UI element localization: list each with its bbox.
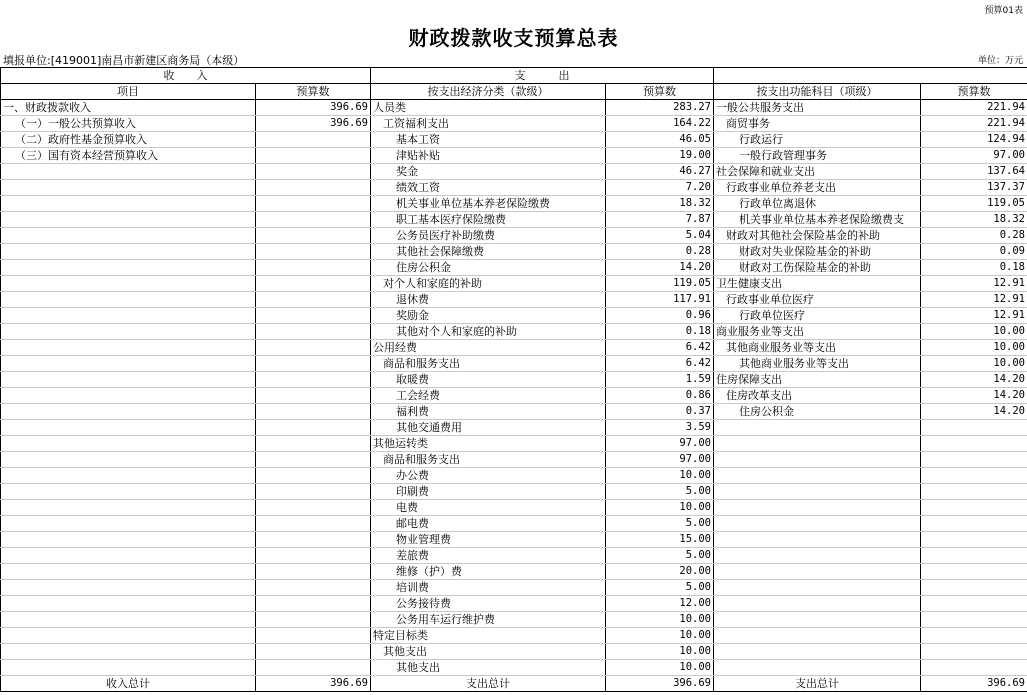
income-value-cell	[256, 436, 371, 452]
table-row	[1, 340, 1027, 356]
income-item-cell: （三）国有资本经营预算收入	[1, 148, 256, 164]
income-item-cell	[1, 308, 256, 324]
func-item-cell: 行政运行	[714, 132, 921, 148]
table-row	[1, 132, 1027, 148]
func-item-cell: 行政事业单位养老支出	[714, 180, 921, 196]
form-number: 预算01表	[984, 6, 1023, 16]
income-section-header: 收 入	[1, 68, 371, 84]
econ-value-cell: 117.91	[606, 292, 714, 308]
func-item-cell: 财政对失业保险基金的补助	[714, 244, 921, 260]
econ-value-cell: 7.87	[606, 212, 714, 228]
totals-row	[1, 676, 1027, 692]
econ-item-cell: 取暖费	[371, 372, 606, 388]
econ-value-cell: 10.00	[606, 468, 714, 484]
income-item-cell: （二）政府性基金预算收入	[1, 132, 256, 148]
econ-item-cell: 商品和服务支出	[371, 356, 606, 372]
income-item-cell	[1, 564, 256, 580]
func-total-label: 支出总计	[714, 676, 921, 692]
table-row	[1, 420, 1027, 436]
func-value-cell	[921, 532, 1027, 548]
func-item-cell	[714, 516, 921, 532]
func-value-cell	[921, 628, 1027, 644]
econ-item-cell: 其他支出	[371, 644, 606, 660]
func-item-cell: 机关事业单位基本养老保险缴费支	[714, 212, 921, 228]
income-item-cell	[1, 532, 256, 548]
econ-item-cell: 维修（护）费	[371, 564, 606, 580]
table-row	[1, 580, 1027, 596]
func-item-cell: 商贸事务	[714, 116, 921, 132]
econ-budget-column-header: 预算数	[606, 84, 714, 100]
econ-item-cell: 工资福利支出	[371, 116, 606, 132]
econ-item-cell: 奖励金	[371, 308, 606, 324]
econ-item-cell: 其他运转类	[371, 436, 606, 452]
section-header-row	[1, 68, 1027, 84]
income-item-cell	[1, 180, 256, 196]
income-value-cell	[256, 484, 371, 500]
func-value-cell: 10.00	[921, 324, 1027, 340]
func-value-cell	[921, 612, 1027, 628]
func-item-cell: 住房公积金	[714, 404, 921, 420]
income-item-cell	[1, 292, 256, 308]
income-value-cell	[256, 260, 371, 276]
income-item-cell	[1, 516, 256, 532]
blank-header	[714, 68, 1027, 84]
econ-item-cell: 特定目标类	[371, 628, 606, 644]
func-value-cell	[921, 596, 1027, 612]
table-row	[1, 548, 1027, 564]
func-item-cell: 财政对其他社会保险基金的补助	[714, 228, 921, 244]
table-row	[1, 260, 1027, 276]
func-value-cell: 119.05	[921, 196, 1027, 212]
budget-table	[0, 67, 1027, 692]
income-value-cell	[256, 164, 371, 180]
func-item-cell: 财政对工伤保险基金的补助	[714, 260, 921, 276]
income-item-cell	[1, 436, 256, 452]
table-row	[1, 100, 1027, 116]
func-item-cell	[714, 436, 921, 452]
econ-value-cell: 3.59	[606, 420, 714, 436]
income-item-cell	[1, 612, 256, 628]
table-row	[1, 164, 1027, 180]
income-value-cell	[256, 324, 371, 340]
income-value-cell	[256, 292, 371, 308]
econ-value-cell: 15.00	[606, 532, 714, 548]
func-value-cell	[921, 580, 1027, 596]
income-value-cell	[256, 212, 371, 228]
income-item-cell: （一）一般公共预算收入	[1, 116, 256, 132]
income-item-cell	[1, 420, 256, 436]
func-value-cell: 14.20	[921, 388, 1027, 404]
func-item-cell	[714, 468, 921, 484]
table-row	[1, 308, 1027, 324]
income-value-cell	[256, 388, 371, 404]
income-value-cell	[256, 660, 371, 676]
func-value-cell	[921, 420, 1027, 436]
func-value-cell	[921, 484, 1027, 500]
func-item-cell: 行政事业单位医疗	[714, 292, 921, 308]
econ-value-cell: 97.00	[606, 452, 714, 468]
econ-item-cell: 办公费	[371, 468, 606, 484]
func-value-cell	[921, 500, 1027, 516]
func-item-cell: 一般公共服务支出	[714, 100, 921, 116]
income-value-cell	[256, 644, 371, 660]
column-header-row	[1, 84, 1027, 100]
func-item-cell	[714, 548, 921, 564]
econ-value-cell: 5.00	[606, 580, 714, 596]
income-value-cell	[256, 500, 371, 516]
econ-item-cell: 基本工资	[371, 132, 606, 148]
table-row	[1, 228, 1027, 244]
func-item-cell: 住房改革支出	[714, 388, 921, 404]
econ-item-cell: 公务员医疗补助缴费	[371, 228, 606, 244]
econ-value-cell: 10.00	[606, 644, 714, 660]
income-value-cell	[256, 548, 371, 564]
econ-item-cell: 差旅费	[371, 548, 606, 564]
func-value-cell	[921, 452, 1027, 468]
income-value-cell	[256, 404, 371, 420]
income-value-cell	[256, 468, 371, 484]
func-item-cell	[714, 580, 921, 596]
income-item-cell: 一、财政拨款收入	[1, 100, 256, 116]
econ-item-cell: 绩效工资	[371, 180, 606, 196]
func-value-cell: 0.09	[921, 244, 1027, 260]
func-item-cell	[714, 500, 921, 516]
func-item-cell	[714, 612, 921, 628]
table-row	[1, 196, 1027, 212]
table-row	[1, 484, 1027, 500]
econ-item-cell: 工会经费	[371, 388, 606, 404]
income-value-cell	[256, 628, 371, 644]
econ-value-cell: 10.00	[606, 500, 714, 516]
econ-item-cell: 机关事业单位基本养老保险缴费	[371, 196, 606, 212]
table-row	[1, 404, 1027, 420]
func-value-cell: 221.94	[921, 100, 1027, 116]
func-value-cell: 10.00	[921, 356, 1027, 372]
func-item-cell	[714, 644, 921, 660]
item-column-header: 项目	[1, 84, 256, 100]
income-value-cell	[256, 148, 371, 164]
func-item-cell	[714, 452, 921, 468]
econ-item-cell: 邮电费	[371, 516, 606, 532]
func-item-cell: 行政单位离退休	[714, 196, 921, 212]
income-value-cell	[256, 244, 371, 260]
func-value-cell	[921, 548, 1027, 564]
income-item-cell	[1, 644, 256, 660]
income-item-cell	[1, 260, 256, 276]
table-row	[1, 628, 1027, 644]
econ-value-cell: 0.86	[606, 388, 714, 404]
income-value-cell	[256, 276, 371, 292]
econ-total-value: 396.69	[606, 676, 714, 692]
income-value-cell	[256, 452, 371, 468]
income-value-cell	[256, 612, 371, 628]
income-value-cell: 396.69	[256, 116, 371, 132]
income-value-cell	[256, 196, 371, 212]
income-value-cell	[256, 308, 371, 324]
income-value-cell	[256, 580, 371, 596]
func-total-value: 396.69	[921, 676, 1027, 692]
econ-value-cell: 0.18	[606, 324, 714, 340]
func-value-cell: 221.94	[921, 116, 1027, 132]
table-row	[1, 532, 1027, 548]
econ-value-cell: 10.00	[606, 628, 714, 644]
econ-item-cell: 福利费	[371, 404, 606, 420]
func-value-cell: 12.91	[921, 276, 1027, 292]
econ-item-cell: 其他交通费用	[371, 420, 606, 436]
econ-value-cell: 5.00	[606, 516, 714, 532]
econ-item-cell: 退休费	[371, 292, 606, 308]
func-item-cell	[714, 484, 921, 500]
currency-unit: 单位：万元	[977, 56, 1023, 66]
func-item-cell	[714, 596, 921, 612]
func-value-cell: 18.32	[921, 212, 1027, 228]
table-row	[1, 116, 1027, 132]
econ-value-cell: 5.04	[606, 228, 714, 244]
econ-value-cell: 283.27	[606, 100, 714, 116]
func-value-cell: 12.91	[921, 308, 1027, 324]
income-item-cell	[1, 212, 256, 228]
income-value-cell	[256, 372, 371, 388]
income-value-cell	[256, 596, 371, 612]
econ-item-cell: 电费	[371, 500, 606, 516]
econ-value-cell: 0.96	[606, 308, 714, 324]
econ-item-cell: 公务接待费	[371, 596, 606, 612]
income-item-cell	[1, 548, 256, 564]
econ-value-cell: 20.00	[606, 564, 714, 580]
econ-item-cell: 商品和服务支出	[371, 452, 606, 468]
func-value-cell	[921, 644, 1027, 660]
income-value-cell	[256, 564, 371, 580]
income-item-cell	[1, 628, 256, 644]
table-row	[1, 388, 1027, 404]
table-row	[1, 644, 1027, 660]
func-budget-column-header: 预算数	[921, 84, 1027, 100]
table-row	[1, 244, 1027, 260]
econ-value-cell: 119.05	[606, 276, 714, 292]
func-value-cell: 137.37	[921, 180, 1027, 196]
income-total-value: 396.69	[256, 676, 371, 692]
func-item-cell: 行政单位医疗	[714, 308, 921, 324]
table-row	[1, 324, 1027, 340]
income-value-cell	[256, 228, 371, 244]
income-budget-column-header: 预算数	[256, 84, 371, 100]
econ-value-cell: 10.00	[606, 660, 714, 676]
page-title: 财政拨款收支预算总表	[408, 26, 619, 50]
table-row	[1, 372, 1027, 388]
func-value-cell: 12.91	[921, 292, 1027, 308]
func-value-cell	[921, 468, 1027, 484]
func-item-cell: 住房保障支出	[714, 372, 921, 388]
econ-value-cell: 14.20	[606, 260, 714, 276]
income-item-cell	[1, 452, 256, 468]
income-value-cell	[256, 132, 371, 148]
econ-value-cell: 10.00	[606, 612, 714, 628]
econ-value-cell: 12.00	[606, 596, 714, 612]
income-item-cell	[1, 356, 256, 372]
income-item-cell	[1, 244, 256, 260]
func-class-column-header: 按支出功能科目（项级）	[714, 84, 921, 100]
econ-value-cell: 7.20	[606, 180, 714, 196]
expense-section-header: 支 出	[371, 68, 714, 84]
econ-value-cell: 18.32	[606, 196, 714, 212]
income-item-cell	[1, 372, 256, 388]
table-row	[1, 596, 1027, 612]
func-value-cell	[921, 516, 1027, 532]
func-value-cell: 14.20	[921, 372, 1027, 388]
func-value-cell: 124.94	[921, 132, 1027, 148]
reporting-unit: 填报单位:[419001]南昌市新建区商务局（本级）	[3, 54, 245, 67]
econ-item-cell: 对个人和家庭的补助	[371, 276, 606, 292]
econ-item-cell: 其他对个人和家庭的补助	[371, 324, 606, 340]
table-row	[1, 660, 1027, 676]
econ-value-cell: 6.42	[606, 356, 714, 372]
econ-class-column-header: 按支出经济分类（款级）	[371, 84, 606, 100]
func-item-cell	[714, 564, 921, 580]
func-value-cell	[921, 436, 1027, 452]
income-value-cell	[256, 516, 371, 532]
income-item-cell	[1, 324, 256, 340]
func-value-cell: 14.20	[921, 404, 1027, 420]
income-item-cell	[1, 388, 256, 404]
income-item-cell	[1, 660, 256, 676]
income-item-cell	[1, 484, 256, 500]
econ-value-cell: 5.00	[606, 548, 714, 564]
income-item-cell	[1, 276, 256, 292]
econ-value-cell: 97.00	[606, 436, 714, 452]
econ-item-cell: 人员类	[371, 100, 606, 116]
econ-item-cell: 其他社会保障缴费	[371, 244, 606, 260]
econ-item-cell: 印刷费	[371, 484, 606, 500]
table-row	[1, 516, 1027, 532]
func-value-cell	[921, 564, 1027, 580]
table-row	[1, 468, 1027, 484]
func-item-cell: 商业服务业等支出	[714, 324, 921, 340]
econ-item-cell: 奖金	[371, 164, 606, 180]
income-value-cell	[256, 532, 371, 548]
econ-value-cell: 6.42	[606, 340, 714, 356]
func-item-cell: 一般行政管理事务	[714, 148, 921, 164]
econ-value-cell: 0.37	[606, 404, 714, 420]
func-item-cell	[714, 420, 921, 436]
func-item-cell: 其他商业服务业等支出	[714, 356, 921, 372]
econ-item-cell: 其他支出	[371, 660, 606, 676]
table-row	[1, 612, 1027, 628]
econ-item-cell: 公用经费	[371, 340, 606, 356]
income-value-cell	[256, 420, 371, 436]
func-value-cell: 97.00	[921, 148, 1027, 164]
table-row	[1, 212, 1027, 228]
income-value-cell	[256, 356, 371, 372]
func-item-cell	[714, 660, 921, 676]
income-item-cell	[1, 340, 256, 356]
income-value-cell	[256, 340, 371, 356]
income-item-cell	[1, 596, 256, 612]
table-row	[1, 148, 1027, 164]
income-item-cell	[1, 580, 256, 596]
econ-item-cell: 物业管理费	[371, 532, 606, 548]
econ-value-cell: 5.00	[606, 484, 714, 500]
income-item-cell	[1, 468, 256, 484]
table-row	[1, 292, 1027, 308]
func-value-cell	[921, 660, 1027, 676]
econ-value-cell: 164.22	[606, 116, 714, 132]
econ-value-cell: 1.59	[606, 372, 714, 388]
table-row	[1, 356, 1027, 372]
income-value-cell: 396.69	[256, 100, 371, 116]
econ-item-cell: 住房公积金	[371, 260, 606, 276]
func-value-cell: 0.18	[921, 260, 1027, 276]
econ-item-cell: 职工基本医疗保险缴费	[371, 212, 606, 228]
func-item-cell: 社会保障和就业支出	[714, 164, 921, 180]
func-value-cell: 0.28	[921, 228, 1027, 244]
table-row	[1, 276, 1027, 292]
income-item-cell	[1, 228, 256, 244]
func-item-cell	[714, 628, 921, 644]
econ-total-label: 支出总计	[371, 676, 606, 692]
func-item-cell: 卫生健康支出	[714, 276, 921, 292]
table-row	[1, 436, 1027, 452]
table-row	[1, 180, 1027, 196]
func-item-cell: 其他商业服务业等支出	[714, 340, 921, 356]
income-item-cell	[1, 164, 256, 180]
income-item-cell	[1, 196, 256, 212]
econ-value-cell: 46.05	[606, 132, 714, 148]
econ-item-cell: 津贴补贴	[371, 148, 606, 164]
func-value-cell: 10.00	[921, 340, 1027, 356]
econ-value-cell: 19.00	[606, 148, 714, 164]
econ-value-cell: 46.27	[606, 164, 714, 180]
income-item-cell	[1, 404, 256, 420]
func-value-cell: 137.64	[921, 164, 1027, 180]
income-item-cell	[1, 500, 256, 516]
econ-value-cell: 0.28	[606, 244, 714, 260]
func-item-cell	[714, 532, 921, 548]
table-row	[1, 500, 1027, 516]
income-value-cell	[256, 180, 371, 196]
income-total-label: 收入总计	[1, 676, 256, 692]
econ-item-cell: 公务用车运行维护费	[371, 612, 606, 628]
table-row	[1, 452, 1027, 468]
econ-item-cell: 培训费	[371, 580, 606, 596]
table-row	[1, 564, 1027, 580]
